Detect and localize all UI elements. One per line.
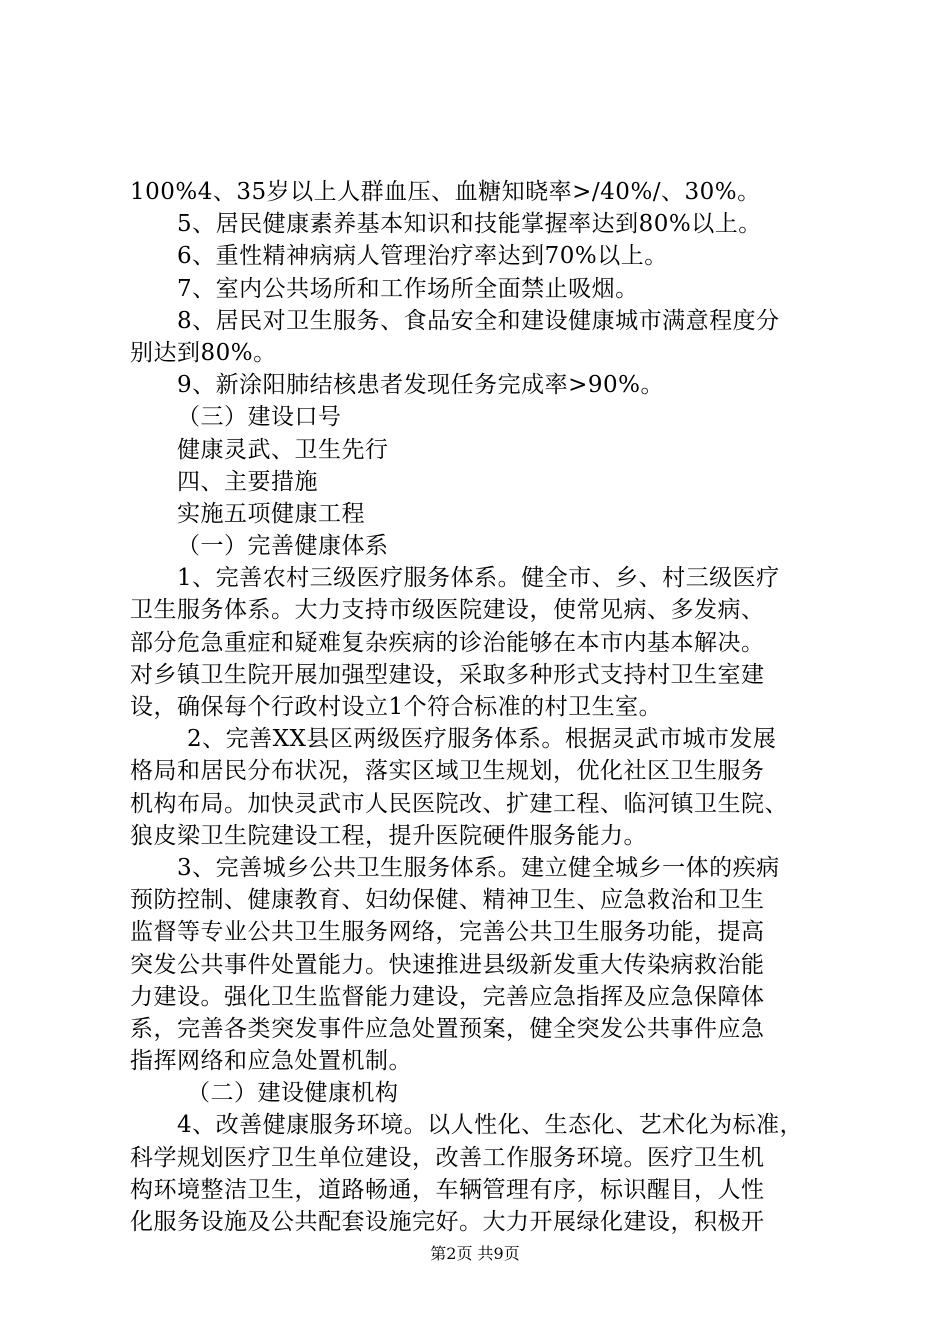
text-line: 系，完善各类突发事件应急处置预案，健全突发公共事件应急 (130, 1015, 765, 1042)
text-line: 实施五项健康工程 (177, 500, 365, 527)
text-line: 7、室内公共场所和工作场所全面禁止吸烟。 (177, 275, 639, 302)
text-line: 8、居民对卫生服务、食品安全和建设健康城市满意程度分 (177, 307, 780, 334)
text-line: 突发公共事件处置能力。快速推进县级新发重大传染病救治能 (130, 951, 765, 978)
text-line: 预防控制、健康教育、妇幼保健、精神卫生、应急救治和卫生 (130, 887, 765, 914)
text-line: 别达到80%。 (130, 339, 277, 366)
text-line: 9、新涂阳肺结核患者发现任务完成率>90%。 (177, 372, 665, 399)
text-line: 6、重性精神病病人管理治疗率达到70%以上。 (177, 243, 668, 270)
text-line: 构环境整洁卫生，道路畅通，车辆管理有序，标识醒目，人性 (130, 1176, 765, 1203)
text-line: 设，确保每个行政村设立1个符合标准的村卫生室。 (130, 694, 663, 720)
text-line: 格局和居民分布状况，落实区域卫生规划，优化社区卫生服务 (130, 758, 765, 785)
document-body (130, 176, 830, 1238)
text-line: 四、主要措施 (177, 468, 318, 495)
text-line: 3、完善城乡公共卫生服务体系。建立健全城乡一体的疾病 (177, 854, 780, 881)
text-line: 化服务设施及公共配套设施完好。大力开展绿化建设，积极开 (130, 1209, 765, 1235)
text-line: 指挥网络和应急处置机制。 (130, 1048, 412, 1075)
text-line: 2、完善XX县区两级医疗服务体系。根据灵武市城市发展 (187, 726, 777, 753)
text-line: 1、完善农村三级医疗服务体系。健全市、乡、村三级医疗 (177, 565, 780, 592)
text-line: 对乡镇卫生院开展加强型建设，采取多种形式支持村卫生室建 (130, 661, 765, 688)
text-line: 100%4、35岁以上人群血压、血糖知晓率>/40%/、30%。 (130, 179, 761, 205)
text-line: （一）完善健康体系 (177, 533, 389, 560)
text-line: 科学规划医疗卫生单位建设，改善工作服务环境。医疗卫生机 (130, 1144, 765, 1171)
text-line: 力建设。强化卫生监督能力建设，完善应急指挥及应急保障体 (130, 983, 765, 1010)
text-line: 狼皮梁卫生院建设工程，提升医院硬件服务能力。 (130, 822, 647, 849)
text-line: 4、改善健康服务环境。以人性化、生态化、艺术化为标准， (177, 1112, 804, 1139)
text-line: 5、居民健康素养基本知识和技能掌握率达到80%以上。 (177, 211, 762, 238)
text-line: 部分危急重症和疑难复杂疾病的诊治能够在本市内基本解决。 (130, 629, 765, 656)
text-line: （三）建设口号 (177, 404, 342, 431)
page-footer: 第2页 共9页 (430, 1244, 520, 1263)
text-line: 健康灵武、卫生先行 (177, 436, 389, 463)
text-line: 卫生服务体系。大力支持市级医院建设，使常见病、多发病、 (130, 597, 765, 624)
text-line: 机构布局。加快灵武市人民医院改、扩建工程、临河镇卫生院、 (130, 790, 788, 817)
text-line: 监督等专业公共卫生服务网络，完善公共卫生服务功能，提高 (130, 919, 765, 946)
text-line: （二）建设健康机构 (187, 1080, 399, 1107)
